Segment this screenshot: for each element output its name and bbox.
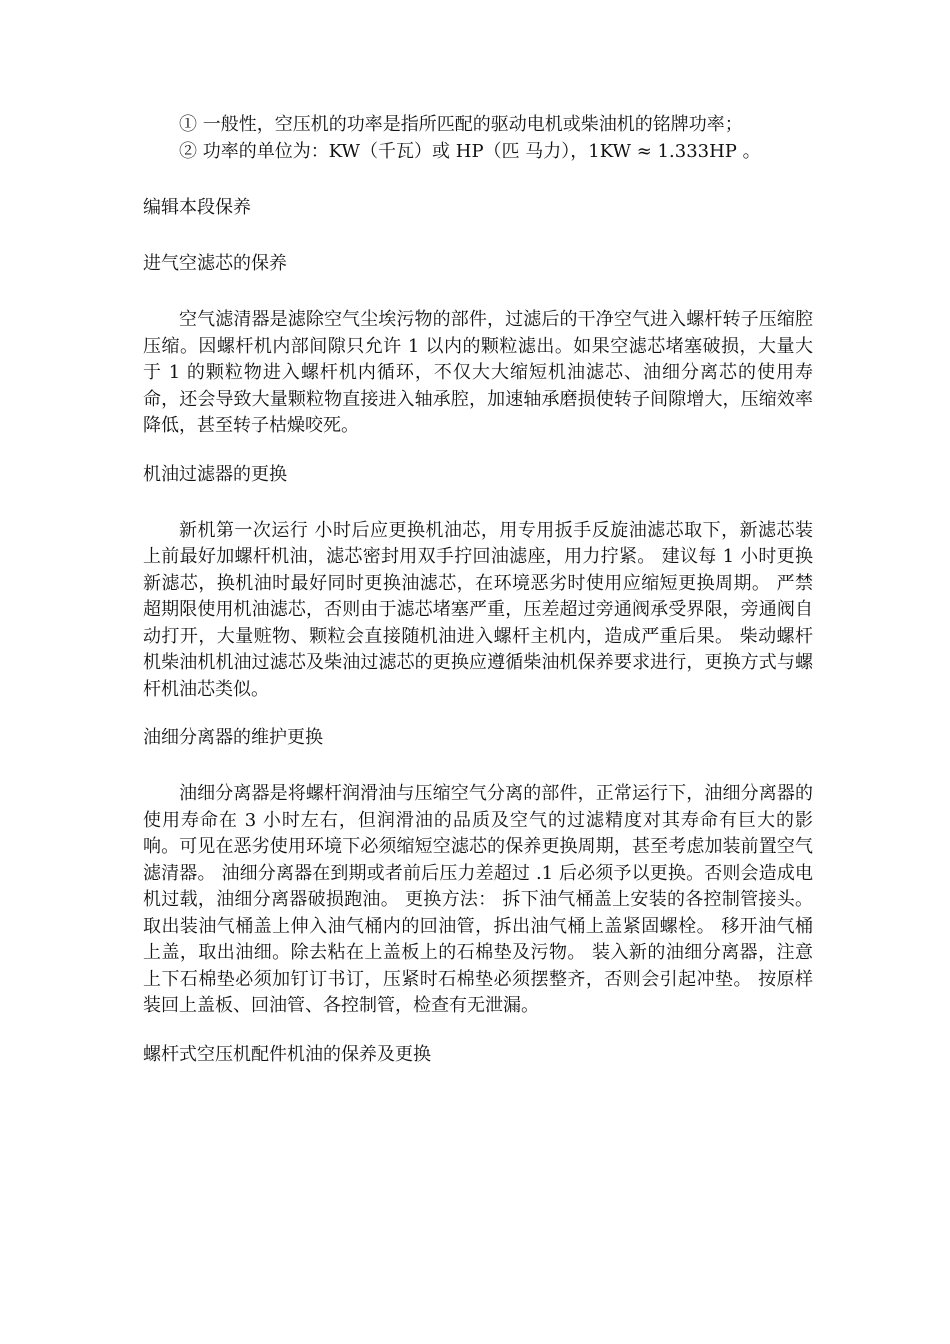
subsection-body-oil-separator: 油细分离器是将螺杆润滑油与压缩空气分离的部件，正常运行下，油细分离器的使用寿命在 3 小时左右，但润滑油的品质及空气的过滤精度对其寿命有巨大的影响。可见在恶劣使用环境下必须缩短空滤芯的保养更换周期，甚至考虑加装前置空气滤清器。 油细分离器在到期或者前后压力差超过 .1 后必须予以更换。否则会造成电机过载，油细分离器破损跑油。 更换方法： 拆下油气桶盖上安装的各控制管接头。取出装油气桶盖上伸入油气桶内的回油管，拆出油气桶上盖紧固螺栓。 移开油气桶上盖，取出油细。除去粘在上盖板上的石棉垫及污物。 装入新的油细分离器，注意上下石棉垫必须加钉订书订，压紧时石棉垫必须摆整齐，否则会引起冲垫。 按原样装回上盖板、回油管、各控制管，检查有无泄漏。 [143, 783, 813, 1016]
document-page [143, 112, 813, 1068]
section-heading-maintenance: 编辑本段保养 [143, 197, 251, 218]
intro-item-2: ② 功率的单位为：KW（千瓦）或 HP（匹 马力），1KW ≈ 1.333HP 。 [179, 140, 761, 162]
subsection-body-oil-filter: 新机第一次运行 小时后应更换机油芯，用专用扳手反旋油滤芯取下，新滤芯装上前最好加螺杆机油，滤芯密封用双手拧回油滤座，用力拧紧。 建议每 1 小时更换新滤芯，换机油时最好同时更换油滤芯，在环境恶劣时使用应缩短更换周期。 严禁超期限使用机油滤芯，否则由于滤芯堵塞严重，压差超过旁通阀承受界限，旁通阀自动打开，大量赃物、颗粒会直接随机油进入螺杆主机内，造成严重后果。 柴动螺杆机柴油机机油过滤芯及柴油过滤芯的更换应遵循柴油机保养要求进行，更换方式与螺杆机油芯类似。 [143, 519, 813, 700]
subsection-body-air-filter: 空气滤清器是滤除空气尘埃污物的部件，过滤后的干净空气进入螺杆转子压缩腔压缩。因螺杆机内部间隙只允许 1 以内的颗粒滤出。如果空滤芯堵塞破损，大量大于 1 的颗粒物进入螺杆机内循环，不仅大大缩短机油滤芯、油细分离芯的使用寿命，还会导致大量颗粒物直接进入轴承腔，加速轴承磨损使转子间隙增大，压缩效率降低，甚至转子枯燥咬死。 [143, 309, 813, 436]
subsection-title-oil-filter: 机油过滤器的更换 [143, 463, 287, 485]
subsection-title-oil-separator: 油细分离器的维护更换 [143, 727, 323, 748]
subsection-title-air-filter: 进气空滤芯的保养 [143, 253, 287, 274]
intro-item-1: ① 一般性，空压机的功率是指所匹配的驱动电机或柴油机的铭牌功率； [179, 114, 743, 135]
subsection-title-screw-oil: 螺杆式空压机配件机油的保养及更换 [143, 1043, 431, 1065]
